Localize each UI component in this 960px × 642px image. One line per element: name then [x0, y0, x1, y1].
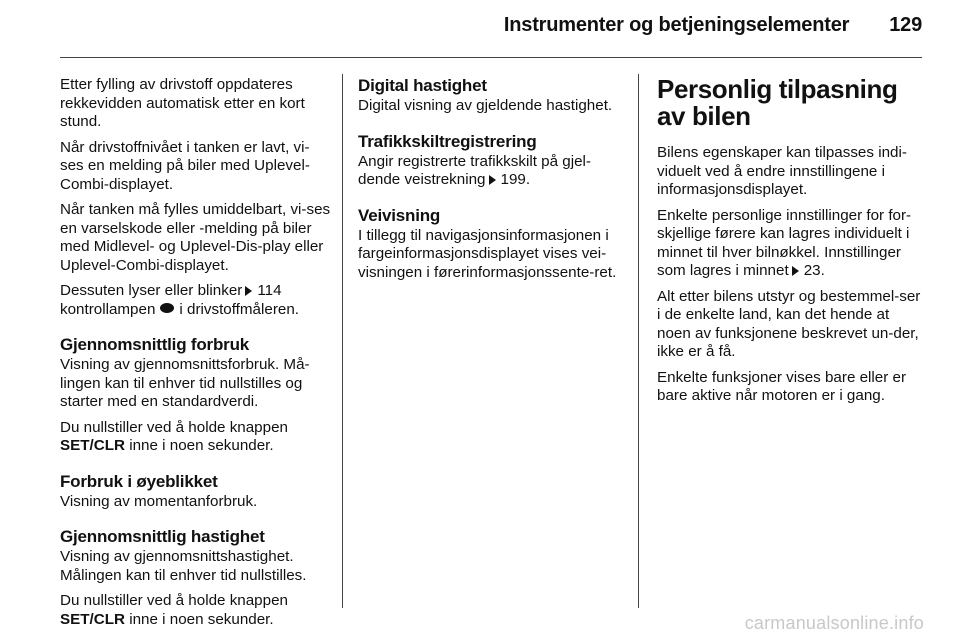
text: Angir registrerte trafikkskilt på gjel-dende veistrekning [358, 152, 591, 188]
text: Dessuten lyser eller blinker [60, 282, 243, 299]
paragraph [60, 282, 332, 319]
column-divider-2 [638, 74, 639, 608]
text: kontrollampen [60, 300, 156, 318]
paragraph: Enkelte funksjoner vises bare eller er bare aktive når motoren er i gang. [657, 368, 907, 404]
section-title: Personlig tilpasning av bilen [657, 74, 898, 131]
page-ref[interactable]: 114 [257, 282, 282, 299]
button-name: SET/CLR [60, 437, 125, 454]
text: Du nullstiller ved å holde knappen [60, 592, 288, 609]
paragraph: Digital visning av gjeldende hastighet. [358, 97, 613, 114]
paragraph: Visning av gjennomsnittsforbruk. Må-lingen kan til enhver tid nullstilles og starter med en standardverdi. [60, 356, 310, 410]
text: inne i noen sekunder. [129, 610, 274, 628]
column-middle [358, 76, 628, 289]
page-ref[interactable]: 199. [500, 171, 531, 188]
fuel-warning-lamp-icon [160, 303, 174, 313]
paragraph: Visning av momentanforbruk. [60, 492, 258, 510]
page-header [504, 14, 922, 37]
page-ref-arrow-icon [245, 286, 252, 296]
header-title: Instrumenter og betjeningselementer [503, 14, 850, 36]
paragraph [60, 592, 332, 629]
heading-veivisning: Veivisning [358, 205, 441, 225]
button-name: SET/CLR [60, 610, 125, 628]
text: inne i noen sekunder. [129, 437, 274, 454]
paragraph: Når tanken må fylles umiddelbart, vi-ses en varselskode eller -melding på biler med Midlevel- og Uplevel-Dis-play eller Uplevel-Combi-displayet. [60, 201, 331, 274]
column-left [60, 76, 332, 636]
paragraph: Alt etter bilens utstyr og bestemmel-ser i de enkelte land, kan det hende at noen av funksjonene beskrevet un-der, ikke er å få. [657, 287, 921, 360]
text: Enkelte personlige innstillinger for for-skjellige førere kan lagres individuelt i minnet til hver bilnøkkel. Innstillinger som lagres i minnet [657, 206, 912, 279]
column-divider-1 [342, 74, 343, 608]
heading-digital-hastighet: Digital hastighet [358, 76, 487, 95]
paragraph: Visning av gjennomsnittshastighet. Målingen kan til enhver tid nullstilles. [60, 548, 307, 584]
page-ref[interactable]: 23. [803, 262, 825, 279]
heading-trafikkskiltregistrering: Trafikkskiltregistrering [358, 131, 537, 151]
heading-forbruk-i-oyeblikket: Forbruk i øyeblikket [60, 471, 218, 491]
text: i drivstoffmåleren. [179, 300, 299, 318]
heading-gjennomsnittlig-forbruk: Gjennomsnittlig forbruk [60, 335, 250, 354]
paragraph [657, 207, 923, 281]
paragraph: Bilens egenskaper kan tilpasses indi-viduelt ved å endre innstillingene i informasjonsdisplayet. [657, 144, 907, 198]
paragraph: Etter fylling av drivstoff oppdateres rekkevidden automatisk etter en kort stund. [60, 76, 305, 130]
watermark: carmanualsonline.info [744, 613, 924, 633]
heading-gjennomsnittlig-hastighet: Gjennomsnittlig hastighet [60, 527, 265, 546]
paragraph [60, 419, 332, 456]
paragraph: I tillegg til navigasjonsinformasjonen i fargeinformasjonsdisplayet vises vei-visningen i førerinformasjonssente-ret. [358, 226, 617, 281]
page-number: 129 [889, 14, 922, 36]
page-ref-arrow-icon [489, 175, 496, 185]
header-divider [60, 57, 922, 58]
text: Du nullstiller ved å holde knappen [60, 418, 288, 436]
page-ref-arrow-icon [792, 266, 799, 276]
paragraph [358, 153, 628, 190]
paragraph: Når drivstoffnivået i tanken er lavt, vi-ses en melding på biler med Uplevel-Combi-displayet. [60, 138, 310, 193]
column-right [657, 76, 923, 413]
